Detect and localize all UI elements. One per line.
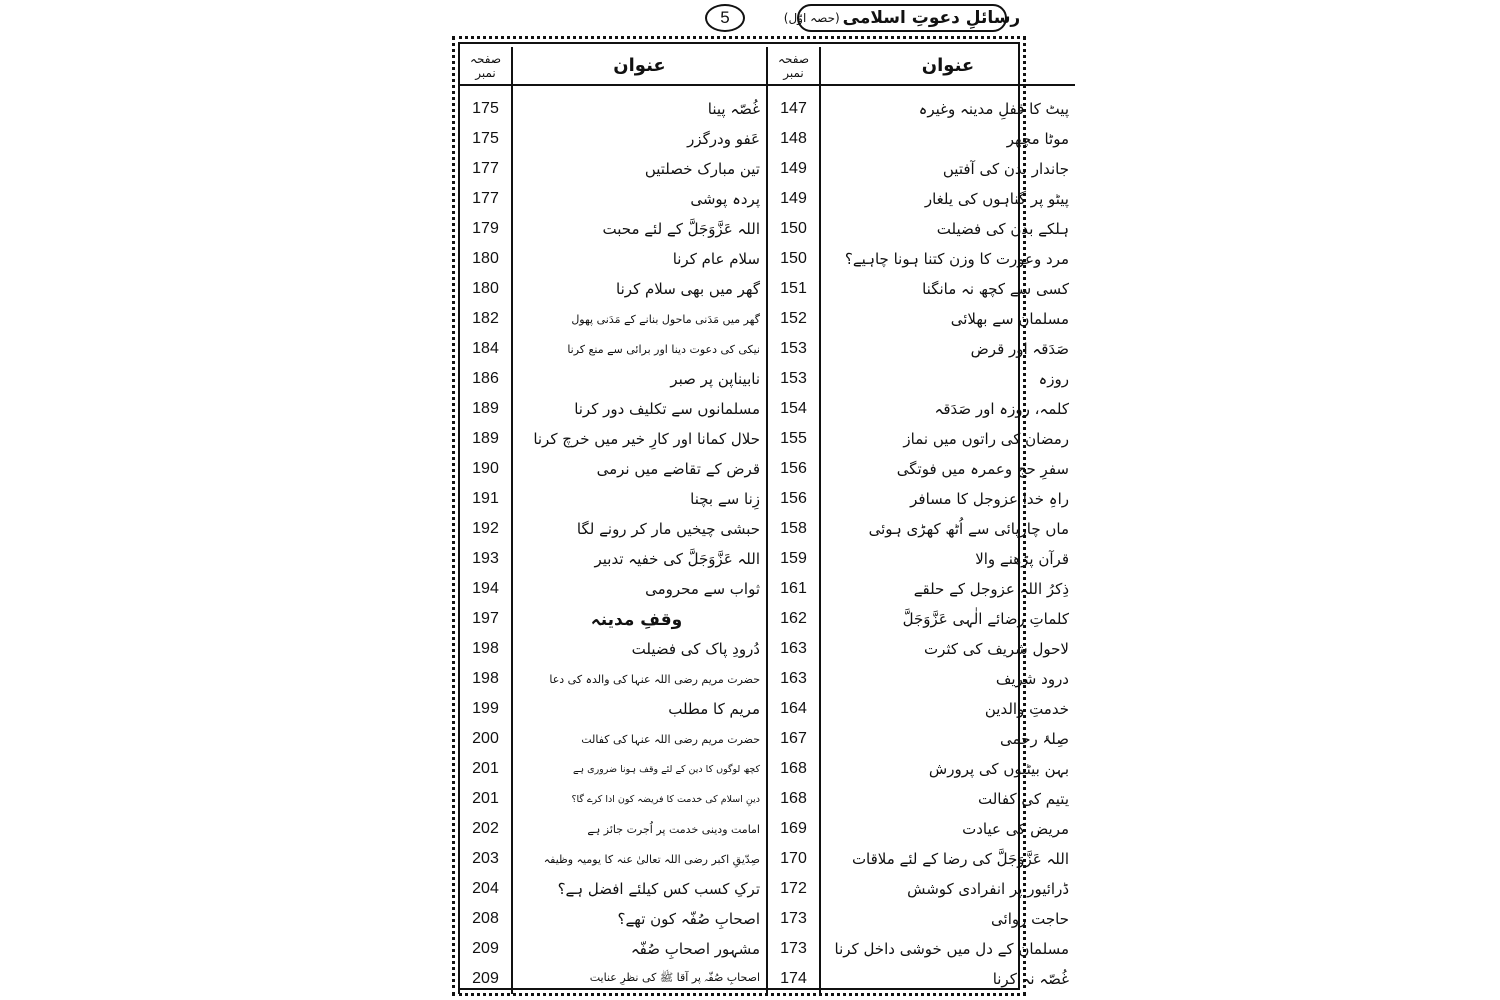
right-entry-title: بہن بیٹیوں کی پرورش (820, 754, 1075, 784)
left-entry-title: امامت ودینی خدمت پر اُجرت جائز ہے (512, 814, 767, 844)
right-entry-title: کسی سے کچھ نہ مانگنا (820, 274, 1075, 304)
right-page-number: 148 (767, 124, 820, 154)
right-page-number: 153 (767, 334, 820, 364)
toc-row (459, 754, 1075, 784)
left-entry-title: اصحابِ صُفّہ کون تھے؟ (512, 904, 767, 934)
right-page-number: 158 (767, 514, 820, 544)
left-entry-title: حلال کمانا اور کارِ خیر میں خرچ کرنا (512, 424, 767, 454)
toc-row (459, 484, 1075, 514)
right-entry-title: موٹا مچھر (820, 124, 1075, 154)
toc-row (459, 694, 1075, 724)
left-entry-title: نابیناپن پر صبر (512, 364, 767, 394)
left-page-number: 204 (459, 874, 512, 904)
right-entry-title: ماں چارپائی سے اُٹھ کھڑی ہوئی (820, 514, 1075, 544)
left-page-number: 191 (459, 484, 512, 514)
right-page-number: 153 (767, 364, 820, 394)
left-entry-title: پردہ پوشی (512, 184, 767, 214)
left-entry-title: مشہور اصحابِ صُفّہ (512, 934, 767, 964)
toc-row (459, 634, 1075, 664)
right-page-number: 168 (767, 784, 820, 814)
toc-row (459, 394, 1075, 424)
right-entry-title: قرآن پڑھنے والا (820, 544, 1075, 574)
right-entry-title: لاحول شریف کی کثرت (820, 634, 1075, 664)
left-page-number: 194 (459, 574, 512, 604)
right-page-number: 150 (767, 244, 820, 274)
left-entry-title: ترکِ کسب کس کیلئے افضل ہے؟ (512, 874, 767, 904)
left-page-number: 198 (459, 664, 512, 694)
toc-row (459, 364, 1075, 394)
left-entry-title: عَفو ودرگزر (512, 124, 767, 154)
left-entry-title: حبشی چیخیں مار کر رونے لگا (512, 514, 767, 544)
toc-row (459, 124, 1075, 154)
left-page-number: 198 (459, 634, 512, 664)
left-entry-title: اللہ عَزَّوَجَلَّ کی خفیہ تدبیر (512, 544, 767, 574)
left-page-number: 201 (459, 784, 512, 814)
page-number-badge: 5 (705, 4, 745, 32)
right-page-number: 161 (767, 574, 820, 604)
toc-row (459, 964, 1075, 994)
toc-row (459, 334, 1075, 364)
left-page-number: 184 (459, 334, 512, 364)
book-title: رسائلِ دعوتِ اسلامی (842, 8, 1021, 28)
right-page-number: 173 (767, 904, 820, 934)
left-page-number: 175 (459, 94, 512, 124)
right-entry-title: غُصّہ نہ کرنا (820, 964, 1075, 994)
left-page-number: 180 (459, 244, 512, 274)
right-entry-title: کلماتِ رضائے الٰہی عَزَّوَجَلَّ (820, 604, 1075, 634)
left-page-number: 186 (459, 364, 512, 394)
toc-row (459, 814, 1075, 844)
left-entry-title: سلام عام کرنا (512, 244, 767, 274)
right-page-number: 155 (767, 424, 820, 454)
left-entry-title: کچھ لوگوں کا دین کے لئے وقف ہونا ضروری ہے (512, 754, 767, 784)
toc-row (459, 934, 1075, 964)
toc-row (459, 844, 1075, 874)
left-page-number: 201 (459, 754, 512, 784)
left-page-number: 200 (459, 724, 512, 754)
left-entry-title: گھر میں مَدَنی ماحول بنانے کے مَدَنی پھول (512, 304, 767, 334)
right-page-number: 159 (767, 544, 820, 574)
left-entry-title: قرض کے تقاضے میں نرمی (512, 454, 767, 484)
toc-row (459, 724, 1075, 754)
right-page-number: 151 (767, 274, 820, 304)
toc-row (459, 574, 1075, 604)
left-entry-title: مسلمانوں سے تکلیف دور کرنا (512, 394, 767, 424)
table-of-contents (458, 47, 1075, 994)
right-page-number: 163 (767, 634, 820, 664)
right-entry-title: صِلۂ رحمی (820, 724, 1075, 754)
right-page-number: 149 (767, 154, 820, 184)
toc-row (459, 544, 1075, 574)
toc-row (459, 154, 1075, 184)
left-page-number: 179 (459, 214, 512, 244)
left-entry-title: اصحابِ صُفّہ پر آقا ﷺ کی نظرِ عنایت (512, 964, 767, 994)
right-entry-title: مسلمان کے دل میں خوشی داخل کرنا (820, 934, 1075, 964)
right-page-number: 156 (767, 484, 820, 514)
left-entry-title: تین مبارک خصلتیں (512, 154, 767, 184)
right-entry-title: صَدَقہ اور قرض (820, 334, 1075, 364)
left-entry-title: اللہ عَزَّوَجَلَّ کے لئے محبت (512, 214, 767, 244)
toc-row (459, 244, 1075, 274)
left-page-number: 208 (459, 904, 512, 934)
left-page-number: 182 (459, 304, 512, 334)
left-page-number: 189 (459, 394, 512, 424)
left-page-header: صفحہ نمبر (459, 47, 512, 85)
left-page-number: 199 (459, 694, 512, 724)
toc-row (459, 604, 1075, 634)
toc-row (459, 304, 1075, 334)
right-page-header: صفحہ نمبر (767, 47, 820, 85)
right-entry-title: راہِ خدا عزوجل کا مسافر (820, 484, 1075, 514)
right-title-header: عنوان (820, 47, 1075, 85)
right-entry-title: سفرِ حج وعمرہ میں فوتگی (820, 454, 1075, 484)
right-entry-title: یتیم کی کفالت (820, 784, 1075, 814)
right-entry-title: اللہ عَزَّوَجَلَّ کی رضا کے لئے ملاقات (820, 844, 1075, 874)
left-page-number: 189 (459, 424, 512, 454)
left-page-number: 203 (459, 844, 512, 874)
left-page-number: 175 (459, 124, 512, 154)
right-page-number: 168 (767, 754, 820, 784)
toc-row (459, 904, 1075, 934)
right-page-number: 173 (767, 934, 820, 964)
toc-row (459, 664, 1075, 694)
right-page-number: 163 (767, 664, 820, 694)
left-title-header: عنوان (512, 47, 767, 85)
left-entry-title: دُرودِ پاک کی فضیلت (512, 634, 767, 664)
section-heading: وقفِ مدینہ (512, 604, 767, 634)
right-page-number: 174 (767, 964, 820, 994)
left-page-number: 193 (459, 544, 512, 574)
right-page-number: 150 (767, 214, 820, 244)
right-entry-title: رمضان کی راتوں میں نماز (820, 424, 1075, 454)
left-page-number: 209 (459, 964, 512, 994)
toc-row (459, 184, 1075, 214)
toc-row (459, 454, 1075, 484)
right-page-number: 164 (767, 694, 820, 724)
right-page-number: 154 (767, 394, 820, 424)
right-entry-title: پیٹو پر گناہوں کی یلغار (820, 184, 1075, 214)
right-page-number: 172 (767, 874, 820, 904)
left-page-number: 190 (459, 454, 512, 484)
right-entry-title: پیٹ کا قفلِ مدینہ وغیرہ (820, 94, 1075, 124)
left-page-number: 209 (459, 934, 512, 964)
right-page-number: 152 (767, 304, 820, 334)
right-page-number: 149 (767, 184, 820, 214)
toc-row (459, 274, 1075, 304)
left-page-number: 180 (459, 274, 512, 304)
right-entry-title: مرد وعورت کا وزن کتنا ہونا چاہیے؟ (820, 244, 1075, 274)
right-entry-title: کلمہ، روزہ اور صَدَقہ (820, 394, 1075, 424)
left-page-number: 177 (459, 184, 512, 214)
right-entry-title: حاجت روائی (820, 904, 1075, 934)
right-page-number: 169 (767, 814, 820, 844)
right-entry-title: ہلکے بدن کی فضیلت (820, 214, 1075, 244)
right-entry-title: خدمتِ والدین (820, 694, 1075, 724)
toc-row (459, 874, 1075, 904)
left-entry-title: زِنا سے بچنا (512, 484, 767, 514)
toc-row (459, 214, 1075, 244)
left-entry-title: ثواب سے محرومی (512, 574, 767, 604)
right-entry-title: مریض کی عیادت (820, 814, 1075, 844)
right-entry-title: ذِکرُ اللہ عزوجل کے حلقے (820, 574, 1075, 604)
right-page-number: 156 (767, 454, 820, 484)
left-page-number: 192 (459, 514, 512, 544)
right-page-number: 162 (767, 604, 820, 634)
left-entry-title: گھر میں بھی سلام کرنا (512, 274, 767, 304)
left-entry-title: نیکی کی دعوت دینا اور برائی سے منع کرنا (512, 334, 767, 364)
toc-row (459, 94, 1075, 124)
book-part-label: (حصہ اوّل) (783, 11, 840, 25)
right-entry-title: ڈرائیور پر انفرادی کوشش (820, 874, 1075, 904)
toc-row (459, 784, 1075, 814)
right-entry-title: مسلمان سے بھلائی (820, 304, 1075, 334)
right-page-number: 167 (767, 724, 820, 754)
right-entry-title: روزہ (820, 364, 1075, 394)
left-entry-title: صِدّیقِ اکبر رضی اللہ تعالیٰ عنہ کا یومیہ وظیفہ (512, 844, 767, 874)
left-entry-title: حضرت مریم رضی اللہ عنہا کی والدہ کی دعا (512, 664, 767, 694)
left-entry-title: غُصّہ پینا (512, 94, 767, 124)
right-entry-title: جاندار بدن کی آفتیں (820, 154, 1075, 184)
left-page-number: 202 (459, 814, 512, 844)
left-page-number: 177 (459, 154, 512, 184)
toc-header-row (459, 47, 1075, 85)
toc-row (459, 514, 1075, 544)
book-title-tab (783, 4, 1021, 32)
left-entry-title: مریم کا مطلب (512, 694, 767, 724)
right-page-number: 170 (767, 844, 820, 874)
right-page-number: 147 (767, 94, 820, 124)
left-page-number: 197 (459, 604, 512, 634)
left-entry-title: حضرت مریم رضی اللہ عنہا کی کفالت (512, 724, 767, 754)
toc-row (459, 424, 1075, 454)
left-entry-title: دینِ اسلام کی خدمت کا فریضہ کون ادا کرے گا؟ (512, 784, 767, 814)
right-entry-title: درود شریف (820, 664, 1075, 694)
